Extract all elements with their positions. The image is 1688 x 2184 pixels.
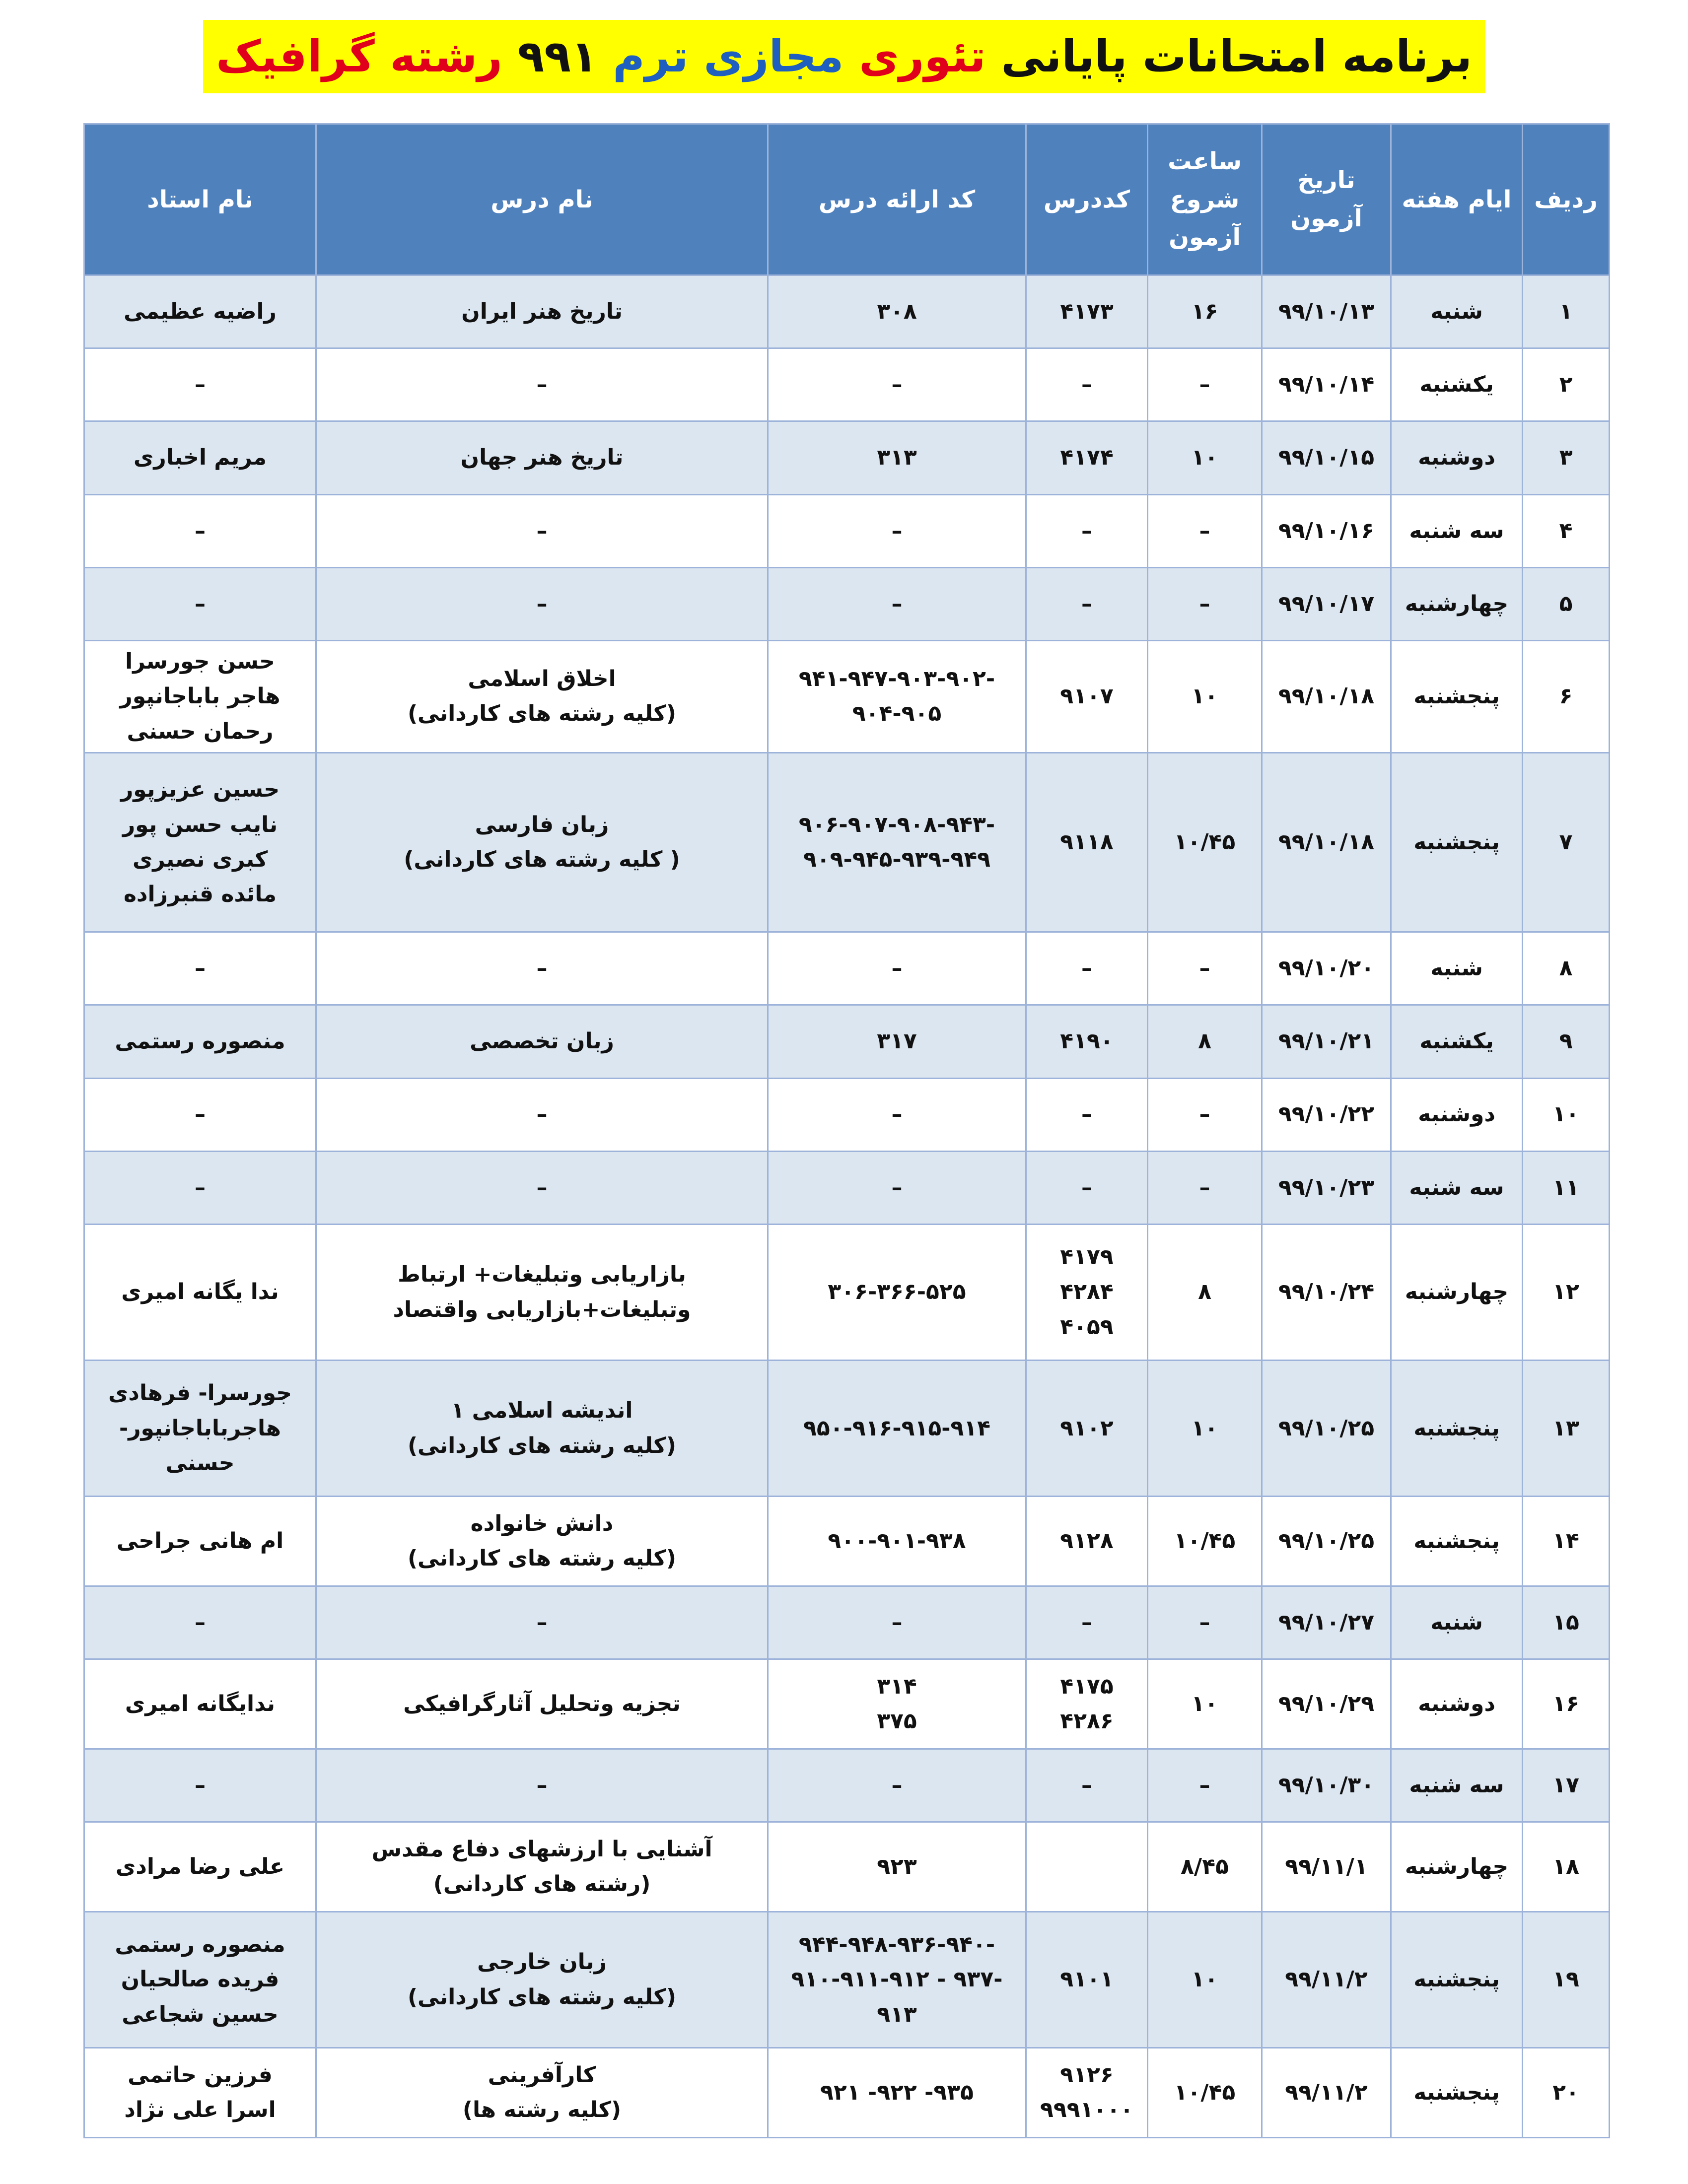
cell-course-code: ۴۱۷۳ — [1026, 275, 1148, 348]
table-row — [84, 932, 1610, 1005]
cell-course-code: ۴۱۷۵ ۴۲۸۶ — [1026, 1659, 1148, 1749]
cell-date: ۹۹/۱۱/۱ — [1262, 1822, 1391, 1912]
cell-offer-code: – — [768, 348, 1026, 421]
cell-time: ۱۰ — [1148, 1911, 1262, 2048]
cell-row-number: ۳ — [1523, 421, 1610, 494]
cell-date: ۹۹/۱۰/۱۶ — [1262, 494, 1391, 567]
cell-row-number: ۷ — [1523, 752, 1610, 932]
cell-course-code: ۴۱۷۴ — [1026, 421, 1148, 494]
cell-course-code: – — [1026, 932, 1148, 1005]
cell-time: ۱۰ — [1148, 421, 1262, 494]
table-row — [84, 567, 1610, 640]
cell-time: – — [1148, 932, 1262, 1005]
exam-schedule-table — [83, 123, 1610, 2138]
table-row — [84, 2048, 1610, 2138]
table-body — [84, 275, 1610, 2138]
header-offer-code: کد ارائه درس — [768, 124, 1026, 275]
cell-date: ۹۹/۱۱/۲ — [1262, 2048, 1391, 2138]
cell-teacher: ندایگانه امیری — [84, 1659, 316, 1749]
cell-course-name: – — [316, 1749, 768, 1822]
cell-teacher: منصوره رستمی فریده صالحیان حسین شجاعی — [84, 1911, 316, 2048]
page-title — [203, 20, 1485, 93]
cell-course-code: – — [1026, 494, 1148, 567]
cell-course-name: تاریخ هنر ایران — [316, 275, 768, 348]
cell-row-number: ۱۵ — [1523, 1586, 1610, 1659]
cell-course-name: تجزیه وتحلیل آثارگرافیکی — [316, 1659, 768, 1749]
cell-course-code: ۹۱۰۷ — [1026, 641, 1148, 753]
cell-row-number: ۵ — [1523, 567, 1610, 640]
cell-teacher: – — [84, 1078, 316, 1151]
cell-day: شنبه — [1391, 932, 1523, 1005]
cell-teacher: – — [84, 1151, 316, 1224]
cell-offer-code: – — [768, 1749, 1026, 1822]
cell-row-number: ۱۷ — [1523, 1749, 1610, 1822]
cell-time: ۸/۴۵ — [1148, 1822, 1262, 1912]
cell-course-name: اخلاق اسلامی (کلیه رشته های کاردانی) — [316, 641, 768, 753]
table-row — [84, 421, 1610, 494]
cell-teacher: منصوره رستمی — [84, 1005, 316, 1078]
cell-date: ۹۹/۱۰/۲۷ — [1262, 1586, 1391, 1659]
header-course-name: نام درس — [316, 124, 768, 275]
cell-row-number: ۸ — [1523, 932, 1610, 1005]
cell-row-number: ۱۶ — [1523, 1659, 1610, 1749]
cell-time: ۱۶ — [1148, 275, 1262, 348]
cell-offer-code: -۹۴۱-۹۴۷-۹۰۳-۹۰۲ ۹۰۴-۹۰۵ — [768, 641, 1026, 753]
table-row — [84, 1822, 1610, 1912]
cell-course-name: زبان فارسی ( کلیه رشته های کاردانی) — [316, 752, 768, 932]
header-day: ایام هفته — [1391, 124, 1523, 275]
cell-teacher: – — [84, 494, 316, 567]
cell-teacher: مریم اخباری — [84, 421, 316, 494]
cell-course-name: – — [316, 494, 768, 567]
cell-offer-code: – — [768, 1586, 1026, 1659]
cell-day: شنبه — [1391, 1586, 1523, 1659]
cell-teacher: – — [84, 567, 316, 640]
cell-time: – — [1148, 1749, 1262, 1822]
cell-course-code: ۹۱۰۲ — [1026, 1361, 1148, 1497]
title-wrap — [0, 20, 1688, 93]
cell-day: سه شنبه — [1391, 494, 1523, 567]
cell-date: ۹۹/۱۰/۲۵ — [1262, 1361, 1391, 1497]
title-part-4: ۹۹۱ — [517, 31, 598, 82]
title-part-3: مجازی ترم — [613, 31, 844, 82]
cell-date: ۹۹/۱۰/۱۸ — [1262, 752, 1391, 932]
cell-course-name: آشنایی با ارزشهای دفاع مقدس (رشته های کاردانی) — [316, 1822, 768, 1912]
cell-teacher: راضیه عظیمی — [84, 275, 316, 348]
cell-course-code — [1026, 1822, 1148, 1912]
title-part-5: رشته گرافیک — [216, 31, 502, 82]
cell-offer-code: ۹۰۰-۹۰۱-۹۳۸ — [768, 1497, 1026, 1586]
table-row — [84, 1005, 1610, 1078]
cell-date: ۹۹/۱۰/۲۹ — [1262, 1659, 1391, 1749]
table-row — [84, 1911, 1610, 2048]
title-part-2: تئوری — [859, 31, 986, 82]
cell-day: شنبه — [1391, 275, 1523, 348]
header-date: تاریخ آزمون — [1262, 124, 1391, 275]
cell-date: ۹۹/۱۰/۲۳ — [1262, 1151, 1391, 1224]
cell-time: ۱۰ — [1148, 641, 1262, 753]
cell-time: ۱۰ — [1148, 1659, 1262, 1749]
cell-course-code: ۹۱۰۱ — [1026, 1911, 1148, 2048]
cell-offer-code: ۹۳۵- ۹۲۲- ۹۲۱ — [768, 2048, 1026, 2138]
cell-course-name: زبان خارجی (کلیه رشته های کاردانی) — [316, 1911, 768, 2048]
header-row-number: ردیف — [1523, 124, 1610, 275]
cell-offer-code: – — [768, 932, 1026, 1005]
title-part-1: برنامه امتحانات پایانی — [1001, 31, 1472, 82]
cell-teacher: – — [84, 932, 316, 1005]
cell-date: ۹۹/۱۰/۳۰ — [1262, 1749, 1391, 1822]
cell-course-code: ۹۱۱۸ — [1026, 752, 1148, 932]
table-row — [84, 348, 1610, 421]
cell-day: دوشنبه — [1391, 421, 1523, 494]
cell-offer-code: – — [768, 567, 1026, 640]
table-row — [84, 1225, 1610, 1361]
cell-teacher: ام هانی جراحی — [84, 1497, 316, 1586]
cell-row-number: ۱۴ — [1523, 1497, 1610, 1586]
cell-offer-code: -۹۴۴-۹۴۸-۹۳۶-۹۴۰ -۹۳۷ - ۹۱۰-۹۱۱-۹۱۲ ۹۱۳ — [768, 1911, 1026, 2048]
cell-teacher: – — [84, 348, 316, 421]
cell-time: – — [1148, 1078, 1262, 1151]
cell-course-name: – — [316, 1078, 768, 1151]
cell-offer-code: ۳۱۴ ۳۷۵ — [768, 1659, 1026, 1749]
cell-time: – — [1148, 494, 1262, 567]
cell-day: چهارشنبه — [1391, 1225, 1523, 1361]
cell-row-number: ۱۹ — [1523, 1911, 1610, 2048]
cell-day: پنجشنبه — [1391, 752, 1523, 932]
cell-date: ۹۹/۱۰/۲۴ — [1262, 1225, 1391, 1361]
cell-course-name: – — [316, 1151, 768, 1224]
cell-teacher: – — [84, 1586, 316, 1659]
table-row — [84, 752, 1610, 932]
cell-time: ۱۰/۴۵ — [1148, 1497, 1262, 1586]
cell-row-number: ۱۳ — [1523, 1361, 1610, 1497]
cell-course-code: ۴۱۷۹ ۴۲۸۴ ۴۰۵۹ — [1026, 1225, 1148, 1361]
cell-date: ۹۹/۱۰/۱۸ — [1262, 641, 1391, 753]
cell-course-name: بازاریابی وتبلیغات+ ارتباط وتبلیغات+بازاریابی واقتصاد — [316, 1225, 768, 1361]
cell-teacher: جورسرا- فرهادی هاجرباباجانپور- حسنی — [84, 1361, 316, 1497]
cell-offer-code: ۳۰۶-۳۶۶-۵۲۵ — [768, 1225, 1026, 1361]
table-row — [84, 1586, 1610, 1659]
table-row — [84, 641, 1610, 753]
cell-day: یکشنبه — [1391, 1005, 1523, 1078]
cell-date: ۹۹/۱۰/۲۱ — [1262, 1005, 1391, 1078]
cell-row-number: ۲ — [1523, 348, 1610, 421]
cell-row-number: ۱۲ — [1523, 1225, 1610, 1361]
cell-course-name: زبان تخصصی — [316, 1005, 768, 1078]
header-time: ساعت شروع آزمون — [1148, 124, 1262, 275]
cell-day: پنجشنبه — [1391, 641, 1523, 753]
cell-time: ۸ — [1148, 1005, 1262, 1078]
cell-time: – — [1148, 1586, 1262, 1659]
cell-course-code: – — [1026, 1749, 1148, 1822]
cell-day: یکشنبه — [1391, 348, 1523, 421]
cell-course-name: کارآفرینی (کلیه رشته ها) — [316, 2048, 768, 2138]
header-course-code: کددرس — [1026, 124, 1148, 275]
cell-offer-code: ۳۰۸ — [768, 275, 1026, 348]
cell-teacher: – — [84, 1749, 316, 1822]
cell-course-code: – — [1026, 1151, 1148, 1224]
table-row — [84, 1497, 1610, 1586]
cell-course-name: تاریخ هنر جهان — [316, 421, 768, 494]
cell-offer-code: -۹۰۶-۹۰۷-۹۰۸-۹۴۳ ۹۰۹-۹۴۵-۹۳۹-۹۴۹ — [768, 752, 1026, 932]
cell-course-name: – — [316, 932, 768, 1005]
cell-date: ۹۹/۱۰/۲۵ — [1262, 1497, 1391, 1586]
cell-teacher: ندا یگانه امیری — [84, 1225, 316, 1361]
table-row — [84, 1078, 1610, 1151]
cell-course-name: – — [316, 1586, 768, 1659]
cell-day: چهارشنبه — [1391, 567, 1523, 640]
cell-date: ۹۹/۱۱/۲ — [1262, 1911, 1391, 2048]
cell-course-code: – — [1026, 1078, 1148, 1151]
cell-time: ۸ — [1148, 1225, 1262, 1361]
table-row — [84, 275, 1610, 348]
cell-course-code: ۴۱۹۰ — [1026, 1005, 1148, 1078]
table-row — [84, 494, 1610, 567]
cell-row-number: ۱۱ — [1523, 1151, 1610, 1224]
cell-time: ۱۰/۴۵ — [1148, 2048, 1262, 2138]
cell-row-number: ۹ — [1523, 1005, 1610, 1078]
cell-day: دوشنبه — [1391, 1659, 1523, 1749]
cell-teacher: علی رضا مرادی — [84, 1822, 316, 1912]
cell-day: پنجشنبه — [1391, 1497, 1523, 1586]
cell-course-code: – — [1026, 348, 1148, 421]
cell-offer-code: ۳۱۷ — [768, 1005, 1026, 1078]
cell-row-number: ۱۸ — [1523, 1822, 1610, 1912]
cell-course-name: – — [316, 348, 768, 421]
cell-teacher: حسن جورسرا هاجر باباجانپور رحمان حسنی — [84, 641, 316, 753]
cell-row-number: ۱ — [1523, 275, 1610, 348]
cell-time: – — [1148, 348, 1262, 421]
cell-date: ۹۹/۱۰/۱۳ — [1262, 275, 1391, 348]
cell-date: ۹۹/۱۰/۱۴ — [1262, 348, 1391, 421]
cell-teacher: فرزین حاتمی اسرا علی نژاد — [84, 2048, 316, 2138]
cell-row-number: ۱۰ — [1523, 1078, 1610, 1151]
cell-date: ۹۹/۱۰/۱۷ — [1262, 567, 1391, 640]
cell-course-name: – — [316, 567, 768, 640]
cell-date: ۹۹/۱۰/۲۰ — [1262, 932, 1391, 1005]
table-row — [84, 1749, 1610, 1822]
cell-day: سه شنبه — [1391, 1151, 1523, 1224]
table-row — [84, 1659, 1610, 1749]
cell-date: ۹۹/۱۰/۱۵ — [1262, 421, 1391, 494]
cell-day: سه شنبه — [1391, 1749, 1523, 1822]
cell-offer-code: – — [768, 494, 1026, 567]
cell-course-name: دانش خانواده (کلیه رشته های کاردانی) — [316, 1497, 768, 1586]
table-row — [84, 1361, 1610, 1497]
cell-date: ۹۹/۱۰/۲۲ — [1262, 1078, 1391, 1151]
table-row — [84, 1151, 1610, 1224]
cell-row-number: ۴ — [1523, 494, 1610, 567]
cell-course-code: – — [1026, 567, 1148, 640]
cell-offer-code: – — [768, 1078, 1026, 1151]
cell-time: – — [1148, 567, 1262, 640]
cell-day: پنجشنبه — [1391, 2048, 1523, 2138]
cell-day: پنجشنبه — [1391, 1911, 1523, 2048]
cell-time: ۱۰/۴۵ — [1148, 752, 1262, 932]
cell-row-number: ۶ — [1523, 641, 1610, 753]
cell-offer-code: ۳۱۳ — [768, 421, 1026, 494]
cell-course-code: ۹۱۲۸ — [1026, 1497, 1148, 1586]
cell-day: پنجشنبه — [1391, 1361, 1523, 1497]
header-teacher: نام استاد — [84, 124, 316, 275]
cell-teacher: حسین عزیزپور نایب حسن پور کبری نصیری مائده قنبرزاده — [84, 752, 316, 932]
cell-row-number: ۲۰ — [1523, 2048, 1610, 2138]
cell-offer-code: ۹۲۳ — [768, 1822, 1026, 1912]
cell-course-code: – — [1026, 1586, 1148, 1659]
cell-day: دوشنبه — [1391, 1078, 1523, 1151]
cell-offer-code: – — [768, 1151, 1026, 1224]
cell-course-name: اندیشه اسلامی ۱ (کلیه رشته های کاردانی) — [316, 1361, 768, 1497]
cell-day: چهارشنبه — [1391, 1822, 1523, 1912]
cell-time: ۱۰ — [1148, 1361, 1262, 1497]
cell-offer-code: ۹۵۰-۹۱۶-۹۱۵-۹۱۴ — [768, 1361, 1026, 1497]
cell-course-code: ۹۱۲۶ ۹۹۹۱۰۰۰ — [1026, 2048, 1148, 2138]
header-row — [84, 124, 1610, 275]
cell-time: – — [1148, 1151, 1262, 1224]
